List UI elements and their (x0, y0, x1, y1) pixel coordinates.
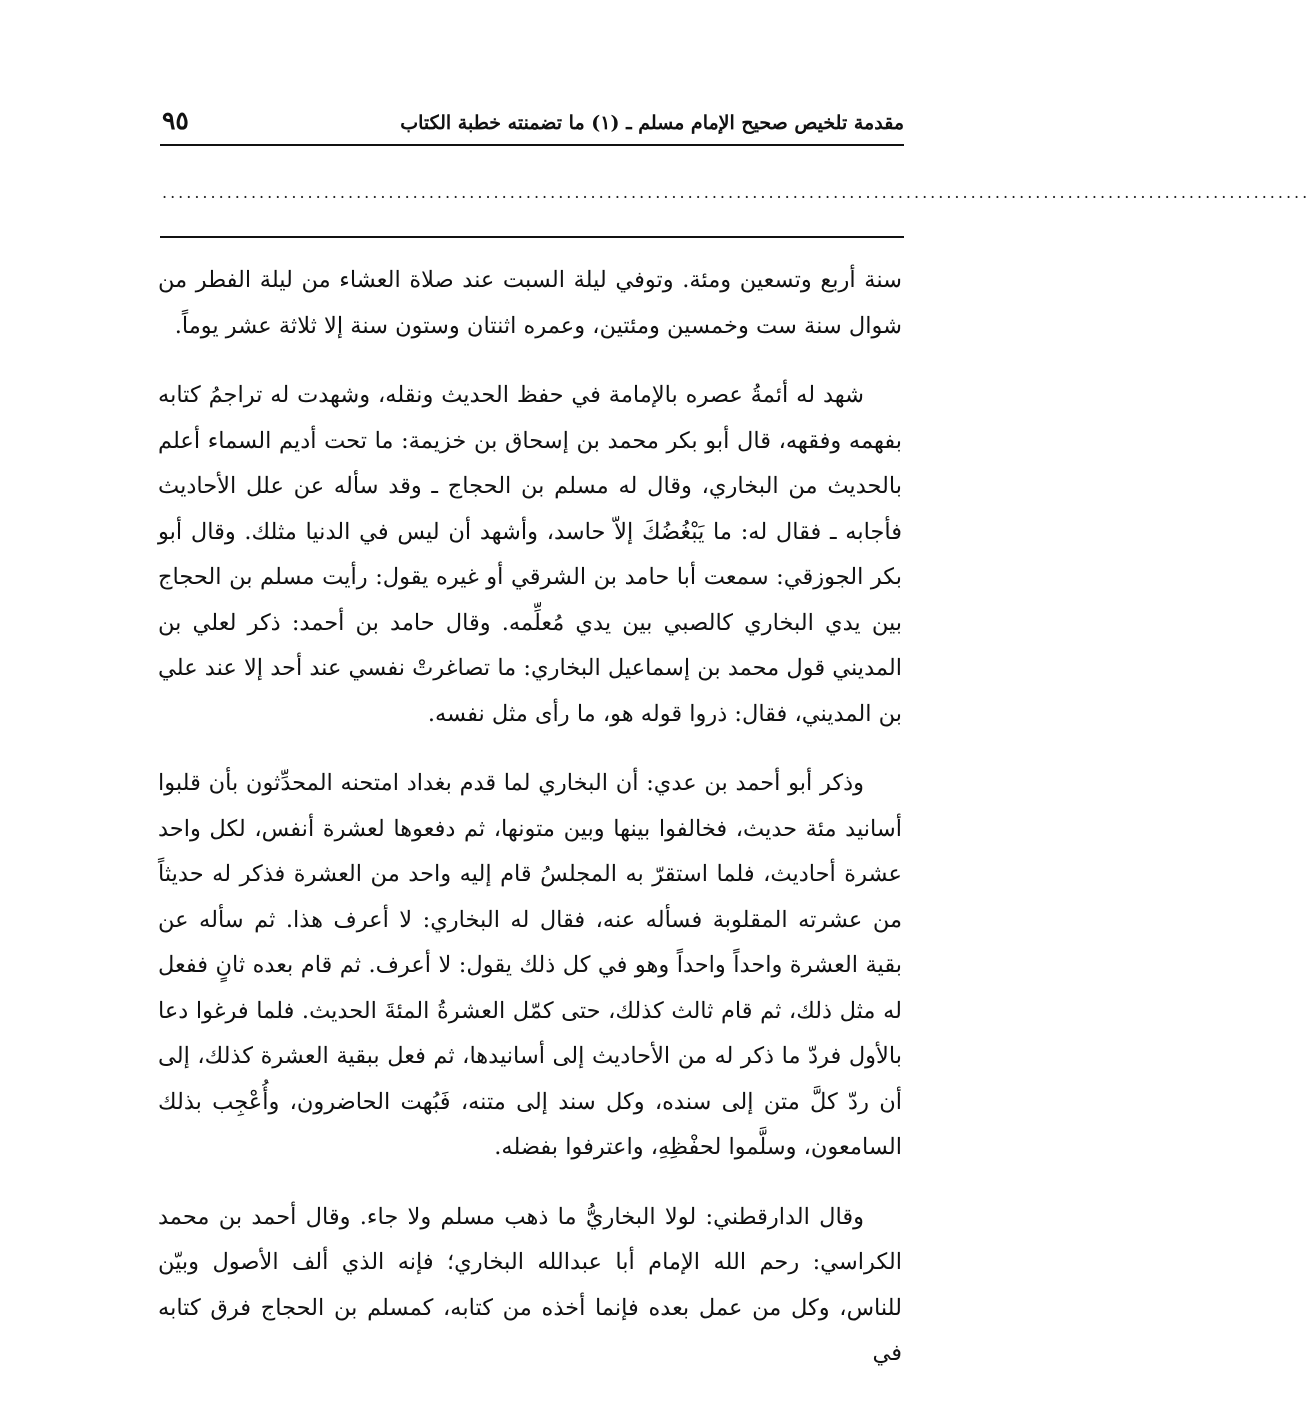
header-title: مقدمة تلخيص صحيح الإمام مسلم ـ (١) ما تضمنته خطبة الكتاب (400, 112, 904, 134)
paragraph-4: وقال الدارقطني: لولا البخاريُّ ما ذهب مسلم ولا جاء. وقال أحمد بن محمد الكراسي: رحم الله الإمام أبا عبدالله البخاري؛ فإنه الذي ألف الأصول وبيّن للناس، وكل من عمل بعده فإنما أخذه من كتابه، كمسلم بن الحجاج فرق كتابه في (158, 1203, 902, 1366)
paragraph-3: وذكر أبو أحمد بن عدي: أن البخاري لما قدم بغداد امتحنه المحدِّثون بأن قلبوا أسانيد مئة حديث، فخالفوا بينها وبين متونها، ثم دفعوها لعشرة أنفس، لكل واحد عشرة أحاديث، فلما استقرّ به المجلسُ قام إليه واحد من العشرة فذكر له حديثاً من عشرته المقلوبة فسأله عنه، فقال له البخاري: لا أعرف هذا. ثم سأله عن بقية العشرة واحداً واحداً وهو في كل ذلك يقول: لا أعرف. ثم قام بعده ثانٍ ففعل له مثل ذلك، ثم قام ثالث كذلك، حتى كمّل العشرةُ المئةَ الحديث. فلما فرغوا دعا بالأول فردّ ما ذكر له من الأحاديث إلى أسانيدها، ثم فعل ببقية العشرة كذلك، إلى أن ردّ كلَّ متن إلى سنده، وكل سند إلى متنه، فَبُهت الحاضرون، وأُعْجِب بذلك السامعون، وسلَّموا لحفْظِهِ، واعترفوا بفضله. (158, 770, 902, 1160)
paragraph-1: سنة أربع وتسعين ومئة. وتوفي ليلة السبت عند صلاة العشاء من ليلة الفطر من شوال سنة ست وخمسين ومئتين، وعمره اثنتان وستون سنة إلا ثلاثة عشر يوماً. (158, 267, 902, 339)
dotted-separator: .............................................................................................................................................. (162, 183, 1310, 202)
paragraph-2: شهد له أئمةُ عصره بالإمامة في حفظ الحديث ونقله، وشهدت له تراجمُ كتابه بفهمه وفقهه، قال أبو بكر محمد بن إسحاق بن خزيمة: ما تحت أديم السماء أعلم بالحديث من البخاري، وقال له مسلم بن الحجاج ـ وقد سأله عن علل الأحاديث فأجابه ـ فقال له: ما يَبْغُضُكَ إلاّ حاسد، وأشهد أن ليس في الدنيا مثلك. وقال أبو بكر الجوزقي: سمعت أبا حامد بن الشرقي أو غيره يقول: رأيت مسلم بن الحجاج بين يدي البخاري كالصبي بين يدي مُعلِّمه. وقال حامد بن أحمد: ذكر لعلي بن المديني قول محمد بن إسماعيل البخاري: ما تصاغرتْ نفسي عند أحد إلا عند علي بن المديني، فقال: ذروا قوله هو، ما رأى مثل نفسه. (158, 382, 902, 727)
running-header (160, 104, 904, 146)
horizontal-rule (160, 236, 904, 238)
page-number: ٩٥ (162, 106, 189, 135)
main-text (158, 258, 902, 1401)
